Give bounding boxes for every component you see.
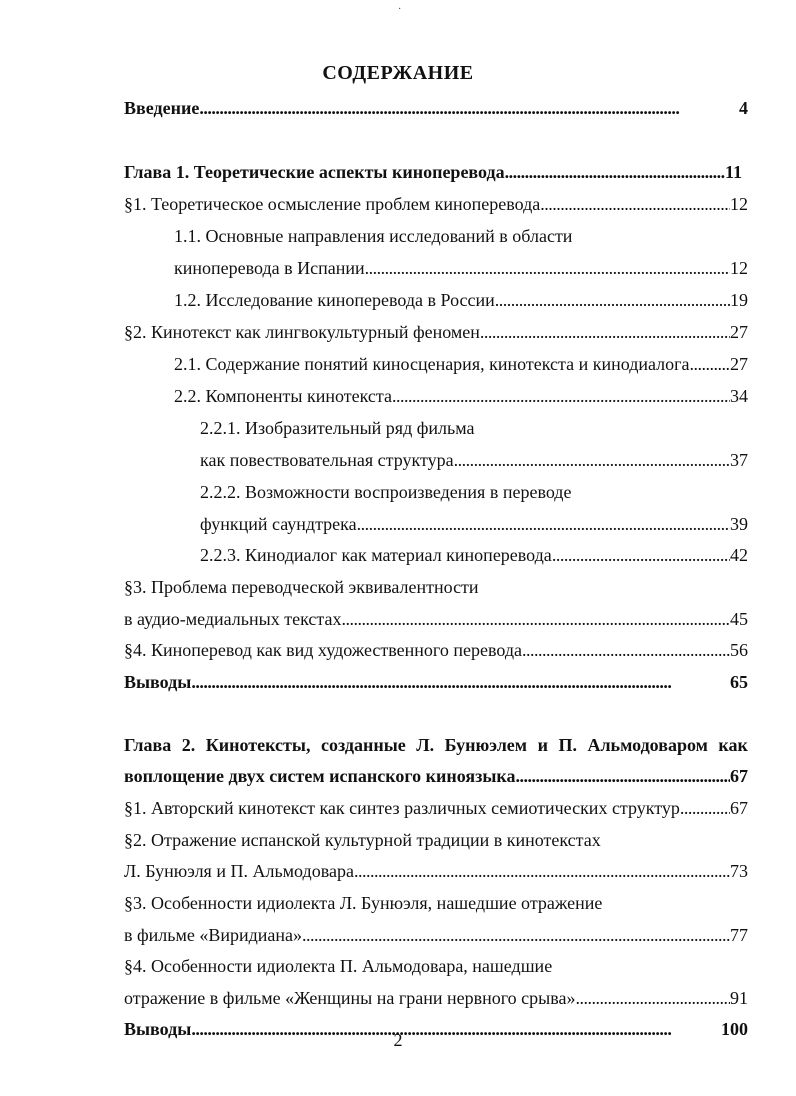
toc-entry-title: 2.2. Компоненты кинотекста (174, 386, 392, 406)
dot-leader (505, 160, 725, 184)
toc-line-concl1 (124, 670, 748, 694)
toc-word: 2. (181, 735, 196, 755)
toc-line-s1-1b (174, 256, 748, 280)
toc-line-s2-2-2b (200, 512, 748, 536)
toc-line-s3a (124, 575, 748, 599)
toc-page-number: 100 (721, 1019, 748, 1039)
toc-line-s2-2 (174, 384, 748, 408)
dot-leader (480, 320, 730, 344)
toc-page-number: 77 (730, 925, 748, 945)
toc-entry-title: §4. Особенности идиолекта П. Альмодовара, нашедшие (124, 956, 553, 976)
toc-entry-title: §2. Отражение испанской культурной традиции в кинотекстах (124, 830, 601, 850)
toc-line-s2-2-3 (200, 543, 748, 567)
toc-line-c2s2a (124, 828, 748, 852)
toc-entry-title: Введение (124, 98, 200, 118)
toc-page-number: 56 (730, 640, 748, 660)
toc-entry-title: §1. Авторский кинотекст как синтез различных семиотических структур (124, 798, 680, 818)
toc-page-number: 11 (724, 162, 742, 182)
toc-entry-title: 2.2.1. Изобразительный ряд фильма (200, 418, 475, 438)
dot-leader (357, 512, 730, 536)
toc-entry-title: воплощение двух систем испанского киноязыка (124, 766, 516, 786)
page-title: СОДЕРЖАНИЕ (322, 62, 474, 84)
toc-page-number: 67 (730, 798, 748, 818)
toc-entry-title: кинoперевода в Испании (174, 258, 365, 278)
toc-line-s2-2-1a (200, 416, 748, 440)
toc-line-s4 (124, 638, 748, 662)
dot-leader (495, 288, 730, 312)
toc-page-number: 27 (730, 322, 748, 342)
toc-entry-title: в аудио-медиальных текстах (124, 609, 342, 629)
dot-leader (454, 448, 730, 472)
toc-page-number: 73 (730, 861, 748, 881)
toc-line-s2 (124, 320, 748, 344)
toc-word: Альмодоваром (587, 735, 708, 755)
dot-leader (540, 192, 730, 216)
toc-page-number: 27 (730, 354, 748, 374)
dot-leader (552, 543, 730, 567)
dot-leader (576, 986, 731, 1010)
toc-word: Кинотексты, (205, 735, 311, 755)
toc-word: П. (558, 735, 577, 755)
dot-leader (680, 796, 730, 820)
toc-word: Л. (416, 735, 435, 755)
toc-line-s2-1 (174, 352, 748, 376)
scan-mark: · (398, 4, 402, 15)
toc-entry-title: Выводы (124, 672, 192, 692)
toc-entry-title: отражение в фильме «Женщины на грани нервного срыва» (124, 988, 576, 1008)
toc-entry-title: §2. Кинотекст как лингвокультурный феномен (124, 322, 480, 342)
toc-line-c2s3a (124, 891, 748, 915)
toc-line-s2-2-2a (200, 480, 748, 504)
toc-page-number: 34 (730, 386, 748, 406)
dot-leader (522, 638, 730, 662)
toc-entry-title: Глава 1. Теоретические аспекты киноперевода (124, 162, 505, 182)
toc-line-ch2a (124, 733, 748, 757)
toc-page-number: 65 (730, 672, 748, 692)
toc-line-s2-2-1b (200, 448, 748, 472)
dot-leader (515, 764, 730, 788)
toc-line-c2s3b (124, 923, 748, 947)
toc-entry-title: 1.2. Исследование киноперевода в России (174, 290, 495, 310)
toc-page-number: 91 (730, 988, 748, 1008)
page-number: 2 (393, 1030, 403, 1050)
toc-line-c2s1 (124, 796, 748, 820)
toc-entry-title: §3. Проблема переводческой эквивалентности (124, 577, 479, 597)
dot-leader (690, 352, 730, 376)
toc-page-number: 42 (730, 545, 748, 565)
toc-word: созданные (320, 735, 406, 755)
toc-page-number: 12 (730, 258, 748, 278)
dot-leader (341, 607, 730, 631)
toc-entry-title: §3. Особенности идиолекта Л. Бунюэля, нашедшие отражение (124, 893, 603, 913)
toc-line-ch2b (124, 764, 748, 788)
dot-leader (191, 670, 730, 694)
toc-line-c2s2b (124, 859, 748, 883)
toc-word: Бунюэлем (444, 735, 528, 755)
toc-line-c2s4a (124, 954, 748, 978)
toc-page-number: 12 (730, 194, 748, 214)
toc-word: как (718, 735, 748, 755)
toc-entry-title: функций саундтрека (200, 514, 357, 534)
toc-entry-title: 2.2.3. Кинодиалог как материал киноперевода (200, 545, 552, 565)
toc-entry-title: 2.2.2. Возможности воспроизведения в переводе (200, 482, 572, 502)
toc-page-number: 67 (730, 766, 748, 786)
toc-entry-title: 1.1. Основные направления исследований в области (174, 226, 573, 246)
toc-entry-title: как повествовательная структура (200, 450, 454, 470)
toc-entry-title: Л. Бунюэля и П. Альмодовара (124, 861, 354, 881)
toc-entry-title: 2.1. Содержание понятий киносценария, кинотекста и кинодиалога (174, 354, 690, 374)
toc-page-number: 4 (739, 98, 748, 118)
toc-entry-title: §1. Теоретическое осмысление проблем киноперевода (124, 194, 541, 214)
toc-page-number: 45 (730, 609, 748, 629)
toc-page-number: 19 (730, 290, 748, 310)
toc-line-s1-2 (174, 288, 748, 312)
dot-leader (199, 96, 739, 120)
toc-entry-title: в фильме «Виридиана» (124, 925, 303, 945)
dot-leader (365, 256, 730, 280)
toc-page-number: 37 (730, 450, 748, 470)
toc-line-intro (124, 96, 748, 120)
dot-leader (302, 923, 730, 947)
toc-line-ch1 (124, 160, 742, 184)
toc-word: и (537, 735, 548, 755)
dot-leader (354, 859, 730, 883)
dot-leader (392, 384, 730, 408)
toc-line-s1-1a (174, 224, 748, 248)
toc-entry-title: Выводы (124, 1019, 192, 1039)
toc-page-number: 39 (730, 514, 748, 534)
toc-line-s1 (124, 192, 748, 216)
toc-line-s3b (124, 607, 748, 631)
toc-line-c2s4b (124, 986, 748, 1010)
toc-entry-title: §4. Киноперевод как вид художественного перевода (124, 640, 522, 660)
toc-word: Глава (124, 735, 172, 755)
